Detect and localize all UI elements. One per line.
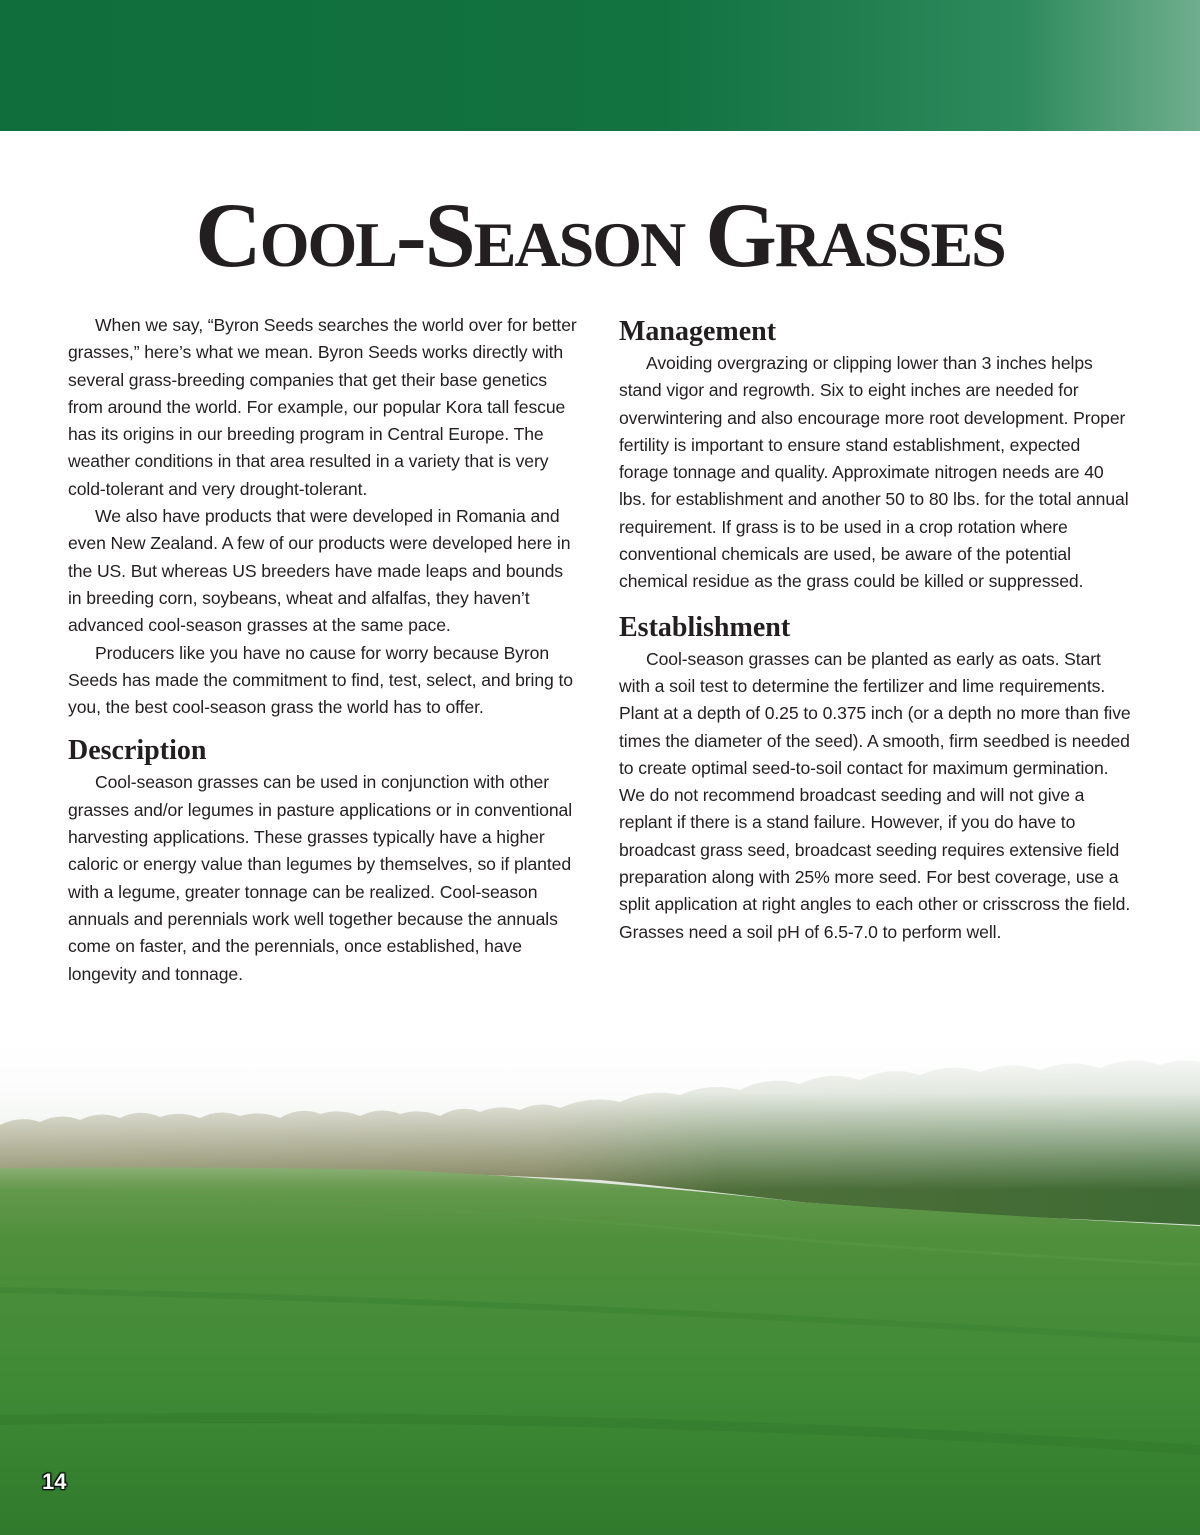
page-number: 14 — [42, 1469, 67, 1494]
field-photo — [0, 1040, 1200, 1535]
management-text: Avoiding overgrazing or clipping lower than 3 inches helps stand vigor and regrowth. Six to eight inches are needed for overwintering and also encourage more root development. Proper fertility is important to ensure stand establishment, expected forage tonnage and quality. Approximate nitrogen needs are 40 lbs. for establishment and another 50 to 80 lbs. for the total annual requirement. If grass is to be used in a crop rotation where conventional chemicals are used, be aware of the potential chemical residue as the grass could be killed or suppressed. — [619, 353, 1129, 592]
right-column — [619, 314, 1134, 946]
description-heading: Description — [68, 735, 207, 767]
page-title: Cool-Season Grasses — [195, 184, 1005, 286]
intro-paragraph: Producers like you have no cause for worry because Byron Seeds has made the commitment to find, test, select, and bring to you, the best cool-season grass the world has to offer. — [68, 642, 573, 718]
description-text: Cool-season grasses can be used in conjunction with other grasses and/or legumes in pasture applications or in conventional harvesting applications. These grasses typically have a higher caloric or energy value than legumes by themselves, so if planted with a legume, greater tonnage can be realized. Cool-season annuals and perennials work well together because the annuals come on faster, and the perennials, once established, have longevity and tonnage. — [68, 772, 573, 984]
field-fade — [0, 1040, 1200, 1190]
establishment-heading: Establishment — [619, 611, 791, 643]
left-column — [68, 312, 578, 988]
header-band — [0, 0, 1200, 131]
establishment-text: Cool-season grasses can be planted as early as oats. Start with a soil test to determine the fertilizer and lime requirements. Plant at a depth of 0.25 to 0.375 inch (or a depth no more than five times the diameter of the seed). A smooth, firm seedbed is needed to create optimal seed-to-soil contact for maximum germination. We do not recommend broadcast seeding and will not give a replant if there is a stand failure. However, if you do have to broadcast grass seed, broadcast seeding requires extensive field preparation along with 25% more seed. For best coverage, use a split application at right angles to each other or crisscross the field. Grasses need a soil pH of 6.5-7.0 to perform well. — [619, 648, 1131, 942]
management-heading: Management — [619, 316, 777, 347]
intro-paragraph: When we say, “Byron Seeds searches the world over for better grasses,” here’s what we mean. Byron Seeds works directly with several grass-breeding companies that get their base genetics from around the world. For example, our popular Kora tall fescue has its origins in our breeding program in Central Europe. The weather conditions in that area resulted in a variety that is very cold-tolerant and very drought-tolerant. — [68, 315, 577, 499]
intro-paragraph: We also have products that were developed in Romania and even New Zealand. A few of our products were developed here in the US. But whereas US breeders have made leaps and bounds in breeding corn, soybeans, wheat and alfalfas, they haven’t advanced cool-season grasses at the same pace. — [68, 506, 571, 636]
